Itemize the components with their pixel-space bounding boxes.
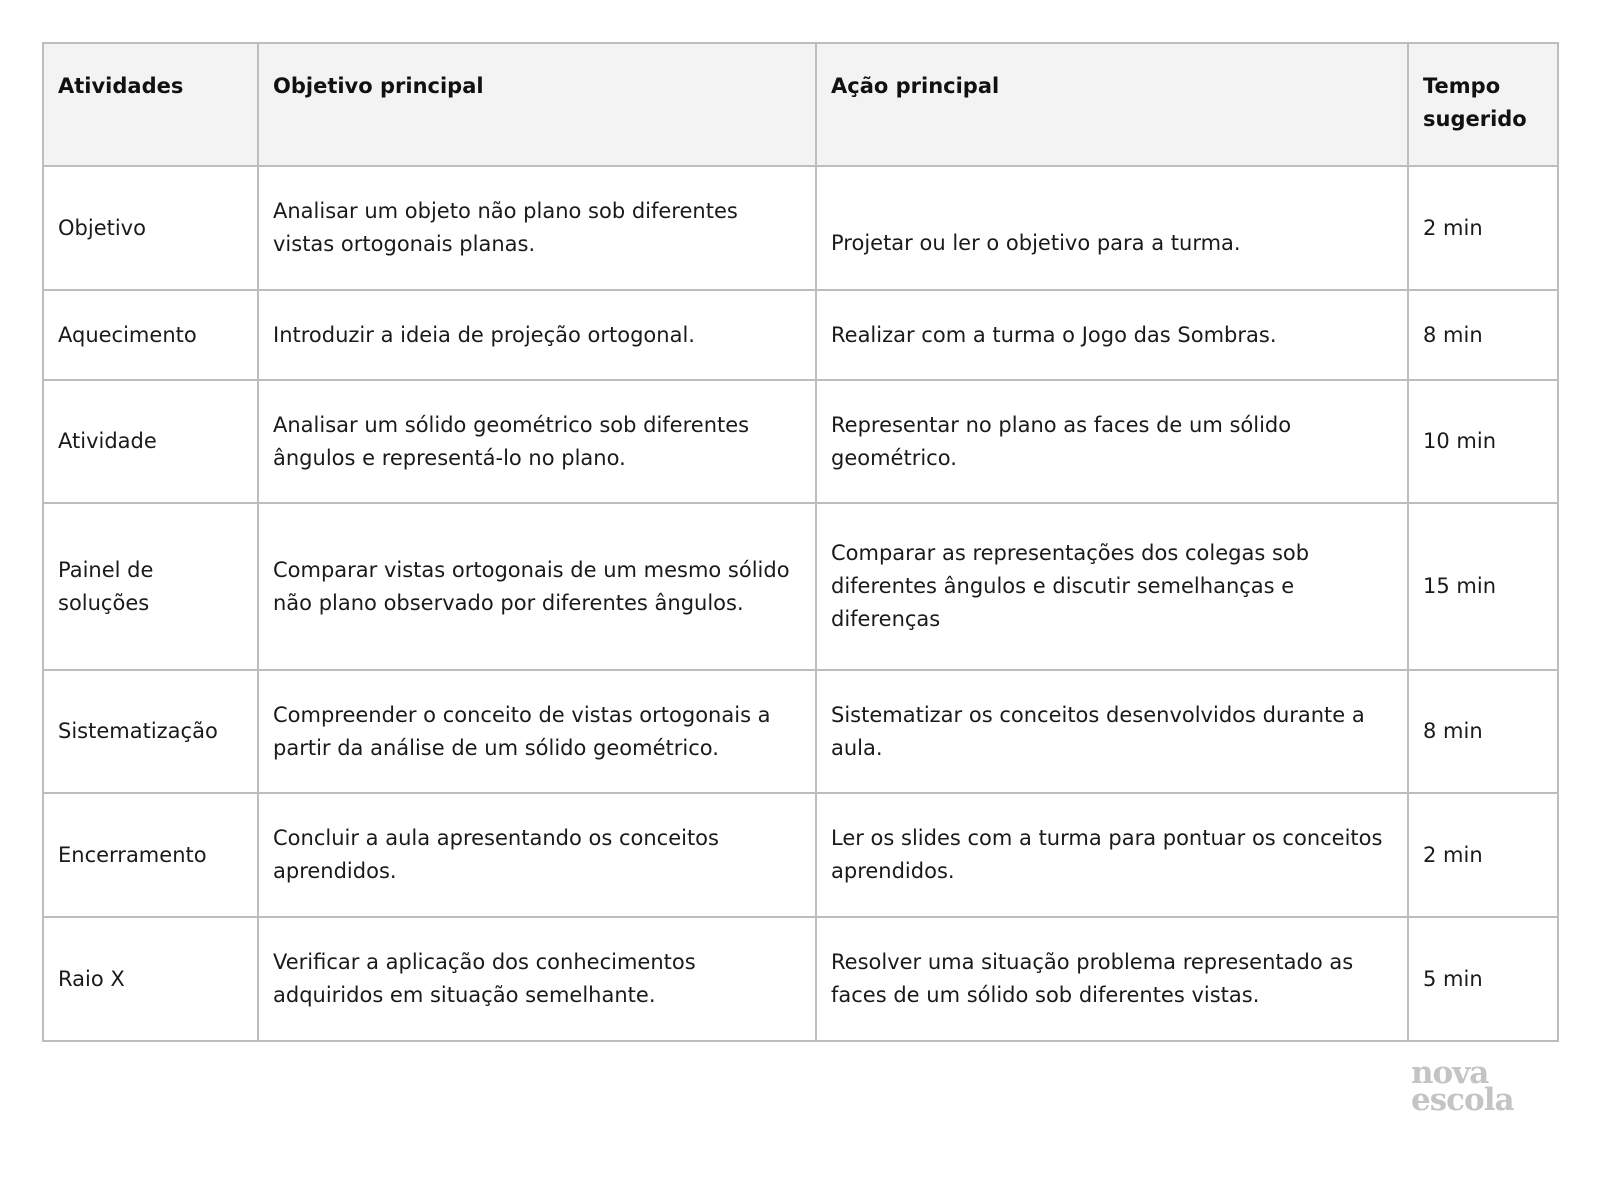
cell-atividade: Painel de soluções [43,503,258,670]
cell-tempo: 10 min [1408,380,1558,503]
cell-tempo: 2 min [1408,793,1558,917]
header-tempo: Tempo sugerido [1408,43,1558,166]
table-row [43,503,1558,670]
header-row [43,43,1558,166]
table-row [43,917,1558,1041]
cell-atividade: Raio X [43,917,258,1041]
cell-tempo: 8 min [1408,670,1558,793]
cell-acao: Resolver uma situação problema representado as faces de um sólido sob diferentes vistas. [816,917,1408,1041]
cell-acao: Realizar com a turma o Jogo das Sombras. [816,290,1408,380]
header-acao: Ação principal [816,43,1408,166]
cell-objetivo: Comparar vistas ortogonais de um mesmo sólido não plano observado por diferentes ângulos. [258,503,816,670]
table-row [43,793,1558,917]
cell-acao: Comparar as representações dos colegas sob diferentes ângulos e discutir semelhanças e diferenças [816,503,1408,670]
logo-line-2: escola [1411,1082,1514,1118]
cell-acao: Projetar ou ler o objetivo para a turma. [816,166,1408,290]
cell-tempo: 2 min [1408,166,1558,290]
cell-acao: Sistematizar os conceitos desenvolvidos durante a aula. [816,670,1408,793]
table-row [43,166,1558,290]
cell-objetivo: Analisar um sólido geométrico sob diferentes ângulos e representá-lo no plano. [258,380,816,503]
cell-acao: Ler os slides com a turma para pontuar os conceitos aprendidos. [816,793,1408,917]
cell-tempo: 8 min [1408,290,1558,380]
table-row [43,380,1558,503]
table-row [43,290,1558,380]
cell-objetivo: Analisar um objeto não plano sob diferentes vistas ortogonais planas. [258,166,816,290]
cell-atividade: Sistematização [43,670,258,793]
cell-objetivo: Compreender o conceito de vistas ortogonais a partir da análise de um sólido geométrico. [258,670,816,793]
cell-atividade: Objetivo [43,166,258,290]
cell-tempo: 15 min [1408,503,1558,670]
lesson-plan-table [42,42,1559,1042]
header-objetivo: Objetivo principal [258,43,816,166]
cell-objetivo: Introduzir a ideia de projeção ortogonal. [258,290,816,380]
logo-line-1: nova [1411,1055,1489,1091]
table-row [43,670,1558,793]
cell-objetivo: Concluir a aula apresentando os conceitos aprendidos. [258,793,816,917]
header-atividades: Atividades [43,43,258,166]
cell-atividade: Atividade [43,380,258,503]
cell-atividade: Encerramento [43,793,258,917]
cell-tempo: 5 min [1408,917,1558,1041]
cell-acao: Representar no plano as faces de um sólido geométrico. [816,380,1408,503]
cell-objetivo: Verificar a aplicação dos conhecimentos adquiridos em situação semelhante. [258,917,816,1041]
cell-atividade: Aquecimento [43,290,258,380]
nova-escola-logo [1411,1055,1526,1118]
